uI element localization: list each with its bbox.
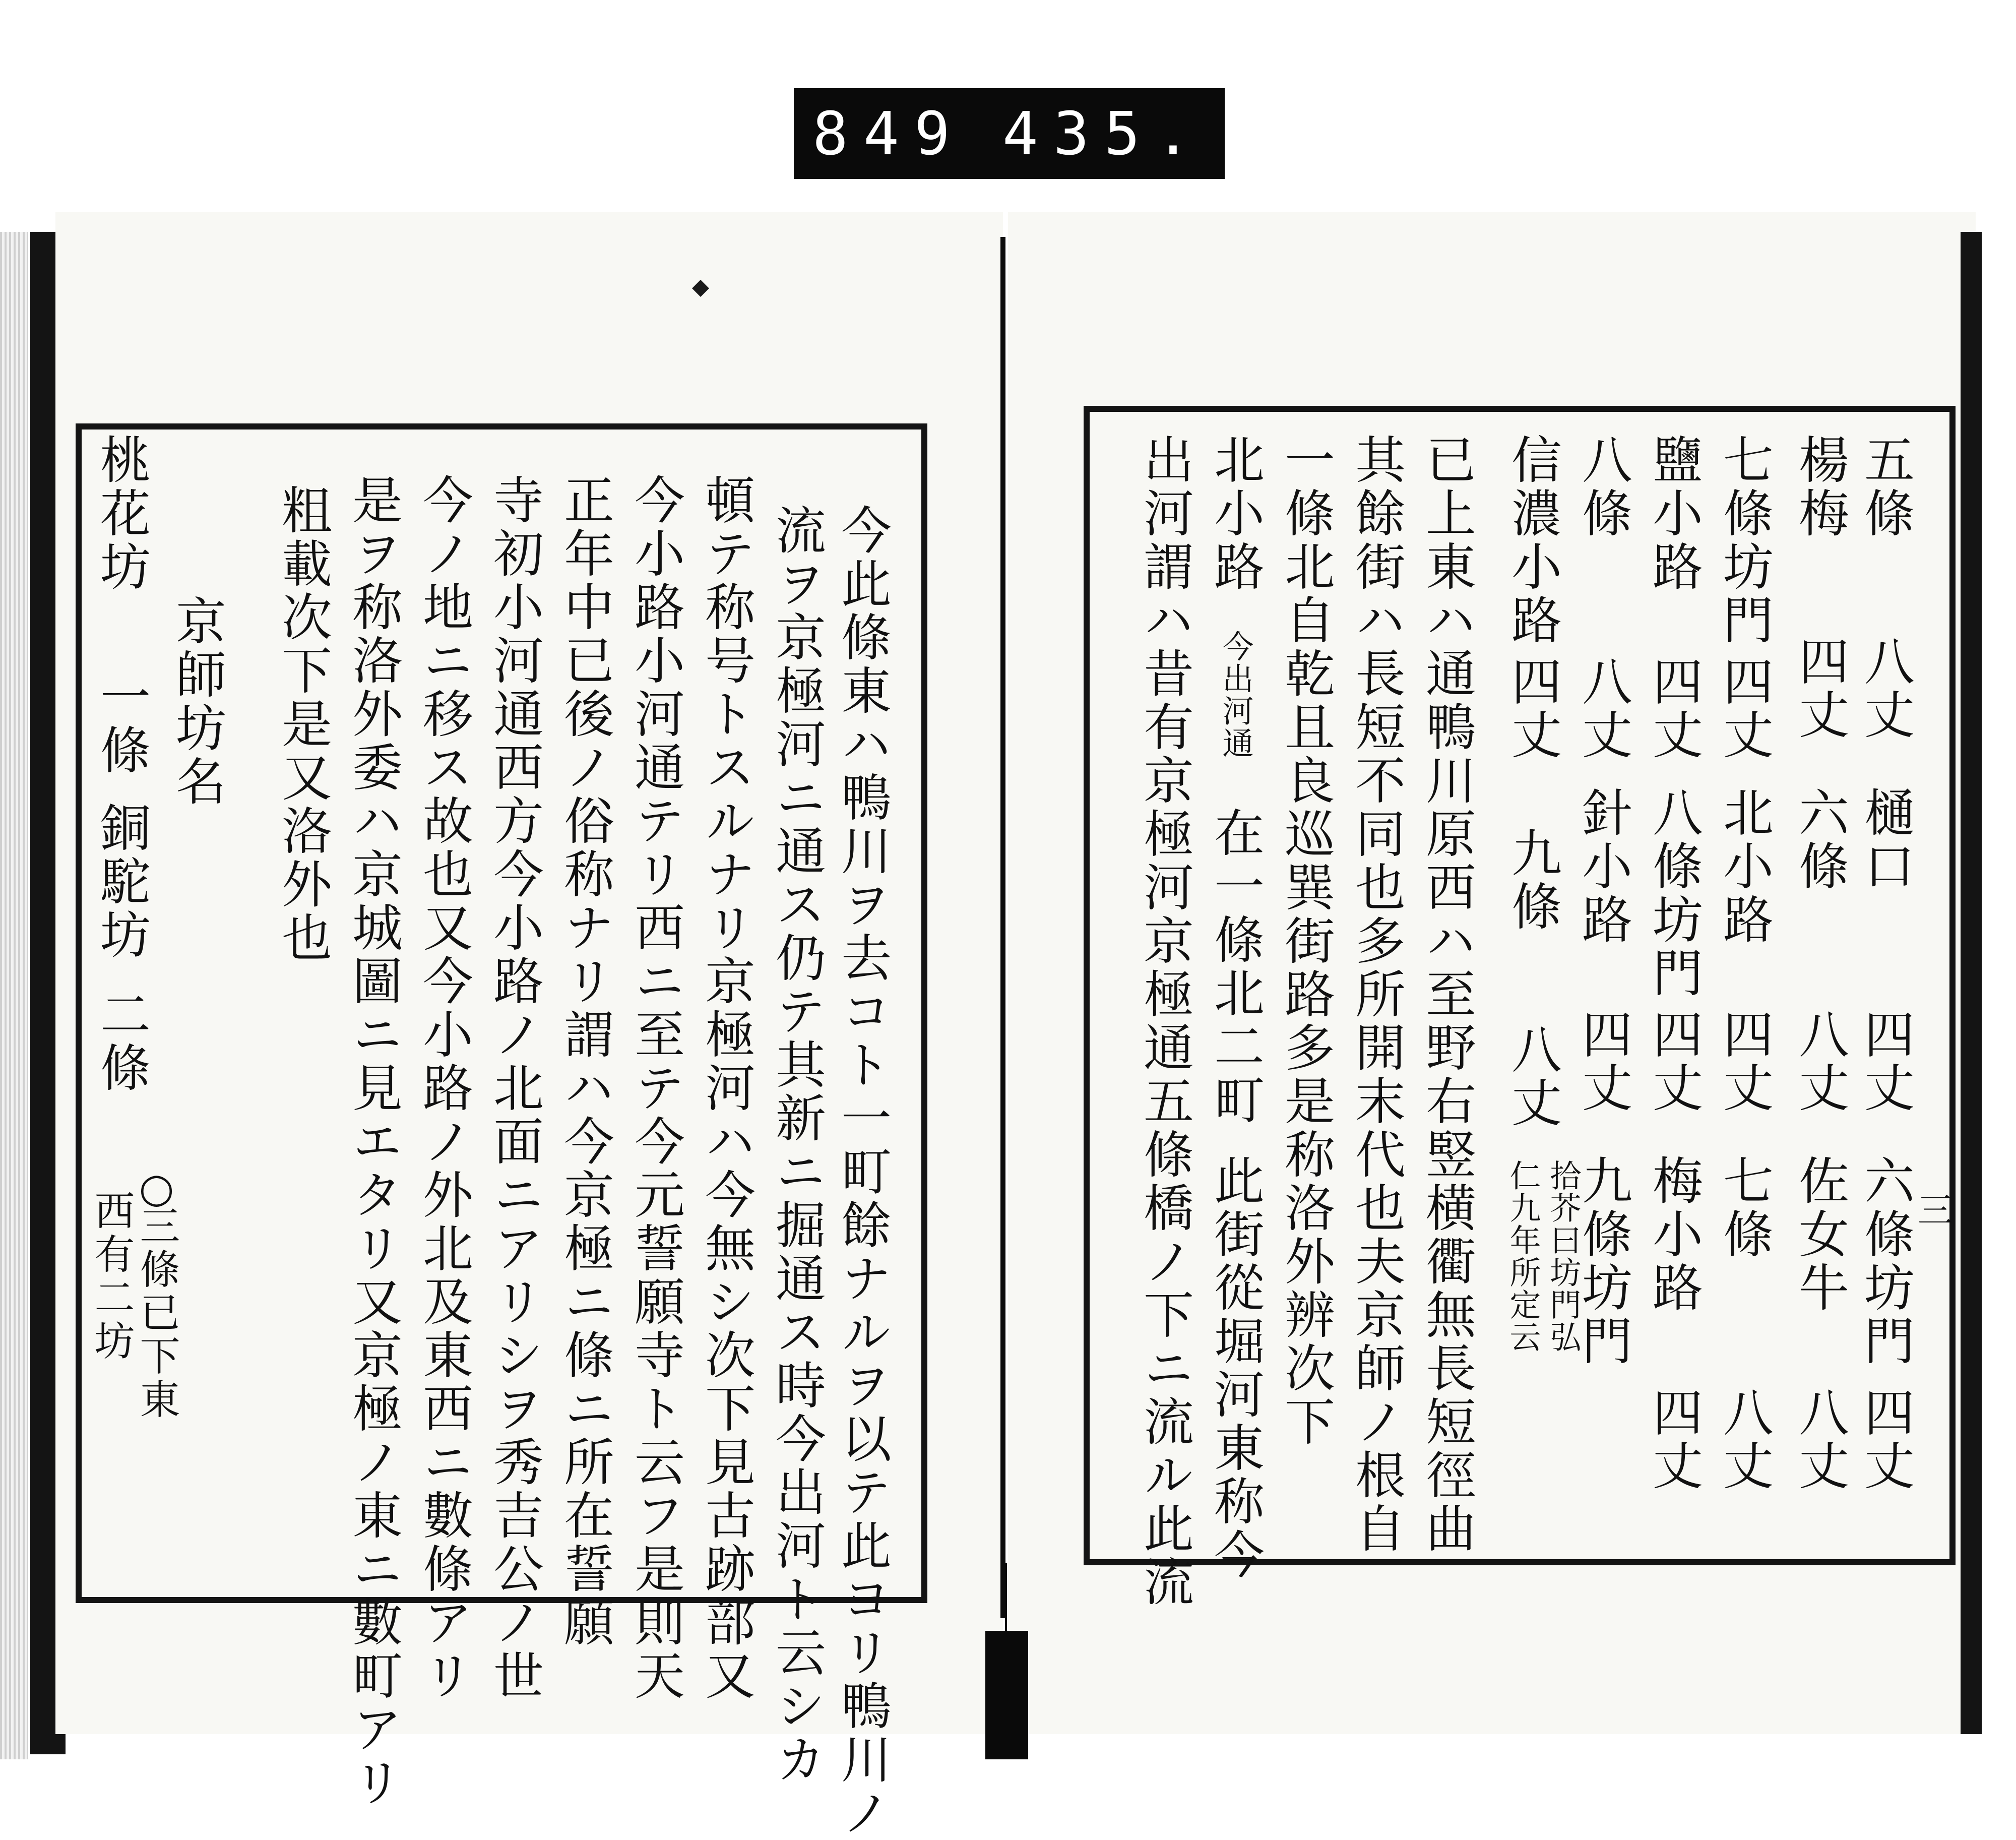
street-col-1-width-2: 四丈	[1856, 1008, 1915, 1115]
page-gutter	[1000, 237, 1005, 1618]
street-col-2-street-2: 佐女牛	[1790, 1154, 1849, 1315]
street-col-4-street: 八條坊門	[1644, 786, 1703, 1000]
street-col-5-street: 針小路	[1573, 786, 1632, 947]
film-label-left-number: 849	[812, 99, 966, 168]
left-circle-mark: ○	[133, 1164, 180, 1214]
right-text-line-3: 一條北自乾且良巡巽街路多是称洛外辨次下	[1276, 434, 1335, 1449]
left-text-line-5: 正年中已後ノ俗称ナリ謂ハ今京極ニ條ニ所在誓願	[555, 474, 614, 1649]
bookmark-tag	[985, 1631, 1028, 1759]
street-col-5-top: 八條	[1573, 434, 1632, 540]
street-col-4-width-2: 四丈	[1644, 1008, 1703, 1115]
microfilm-frame-label	[794, 88, 1225, 179]
left-text-line-8: 是ヲ称洛外委ハ京城圖ニ見エタリ又京極ノ東ニ數町アリ	[344, 474, 403, 1810]
street-col-2-street: 六條	[1790, 786, 1849, 893]
right-text-kitakoji-note: 今出河通	[1217, 630, 1254, 759]
street-col-6-citation: 拾芥曰坊門弘	[1545, 1159, 1582, 1353]
street-col-1-street-2: 六條坊門	[1856, 1154, 1915, 1368]
left-dodaboh: 銅駝坊	[92, 802, 151, 962]
left-heading-ichijo: 一條	[92, 670, 151, 777]
street-col-3-width: 四丈	[1715, 655, 1774, 762]
left-nijo: 二條	[92, 988, 151, 1095]
street-col-2-width-3: 八丈	[1790, 1386, 1849, 1493]
left-text-line-1: 今此條東ハ鴨川ヲ去コト一町餘ナルヲ以テ此ヨリ鴨川ノ	[833, 504, 892, 1840]
street-col-2-top: 楊梅	[1790, 434, 1849, 540]
left-text-line-4: 今小路小河通テリ西ニ至テ今元誓願寺ト云フ是則天	[626, 474, 685, 1703]
street-col-4-street-2: 梅小路	[1644, 1154, 1703, 1315]
left-text-line-3: 頓テ称号トスルナリ京極河ハ今無シ次下見古跡部又	[697, 474, 755, 1703]
street-col-5-width-2: 四丈	[1573, 1008, 1632, 1115]
street-col-6-width-2: 八丈	[1503, 1023, 1562, 1130]
right-text-line-5: 出河謂ハ昔有京極河京極通五條橋ノ下ニ流ル此流	[1135, 434, 1194, 1609]
street-col-3-top: 七條坊門	[1715, 434, 1774, 647]
right-text-kitakoji-location: 在一條北二町	[1206, 807, 1265, 1127]
street-col-4-width: 四丈	[1644, 655, 1703, 762]
street-col-6-street: 九條	[1503, 827, 1562, 934]
book-fore-edge	[0, 232, 28, 1759]
left-sanjo-note: 三條已下東	[133, 1205, 180, 1422]
left-text-line-6: 寺初小河通西方今小路ノ北面ニアリシヲ秀吉公ノ世	[485, 474, 544, 1703]
street-col-2-width: 四丈	[1790, 635, 1849, 742]
bookmark-string	[1005, 1563, 1007, 1633]
page-number: 三	[1918, 1190, 1953, 1231]
left-heading-tokaboh: 桃花坊	[92, 434, 151, 594]
street-col-6-top: 信濃小路	[1503, 434, 1562, 647]
left-text-line-7: 今ノ地ニ移ス故也又今小路ノ外北及東西ニ數條アリ	[414, 474, 473, 1703]
left-text-line-2: 流ヲ京極河ニ通ス仍テ其新ニ掘通ス時今出河ト云シカ	[767, 504, 826, 1787]
right-text-kitakoji-rest: 此街從堀河東称今	[1206, 1154, 1265, 1582]
street-col-3-street-2: 七條	[1715, 1154, 1774, 1261]
street-col-3-width-3: 八丈	[1715, 1386, 1774, 1493]
left-sanjo-note-2: 西有二坊	[88, 1190, 135, 1363]
street-col-4-top: 鹽小路	[1644, 434, 1703, 594]
street-col-6-width: 四丈	[1503, 655, 1562, 762]
right-binding-edge	[1961, 232, 1982, 1734]
street-col-6-note: 仁九年所定云	[1504, 1159, 1541, 1353]
street-col-2-width-2: 八丈	[1790, 1008, 1849, 1115]
left-subheading-keishi-bomei: 京師坊名	[167, 595, 226, 809]
left-text-line-9: 粗載次下是又洛外也	[273, 484, 332, 965]
right-text-line-1: 已上東ハ通鴨川原西ハ至野右竪横衢無長短徑曲	[1417, 434, 1476, 1556]
street-col-5-width: 八丈	[1573, 655, 1632, 762]
right-text-line-2: 其餘街ハ長短不同也多所開末代也夫京師ノ根自	[1347, 434, 1406, 1556]
street-col-5-street-2: 九條坊門	[1573, 1154, 1632, 1368]
street-col-1-top: 五條	[1856, 434, 1915, 540]
street-col-4-width-3: 四丈	[1644, 1386, 1703, 1493]
street-col-3-width-2: 四丈	[1715, 1008, 1774, 1115]
right-text-heading-kitakoji: 北小路	[1206, 434, 1265, 594]
street-col-1-street: 樋口	[1856, 786, 1915, 893]
street-col-3-street: 北小路	[1715, 786, 1774, 947]
street-col-1-width-3: 四丈	[1856, 1386, 1915, 1493]
film-label-right-number: 435.	[1002, 99, 1207, 168]
street-col-1-width: 八丈	[1856, 635, 1915, 742]
